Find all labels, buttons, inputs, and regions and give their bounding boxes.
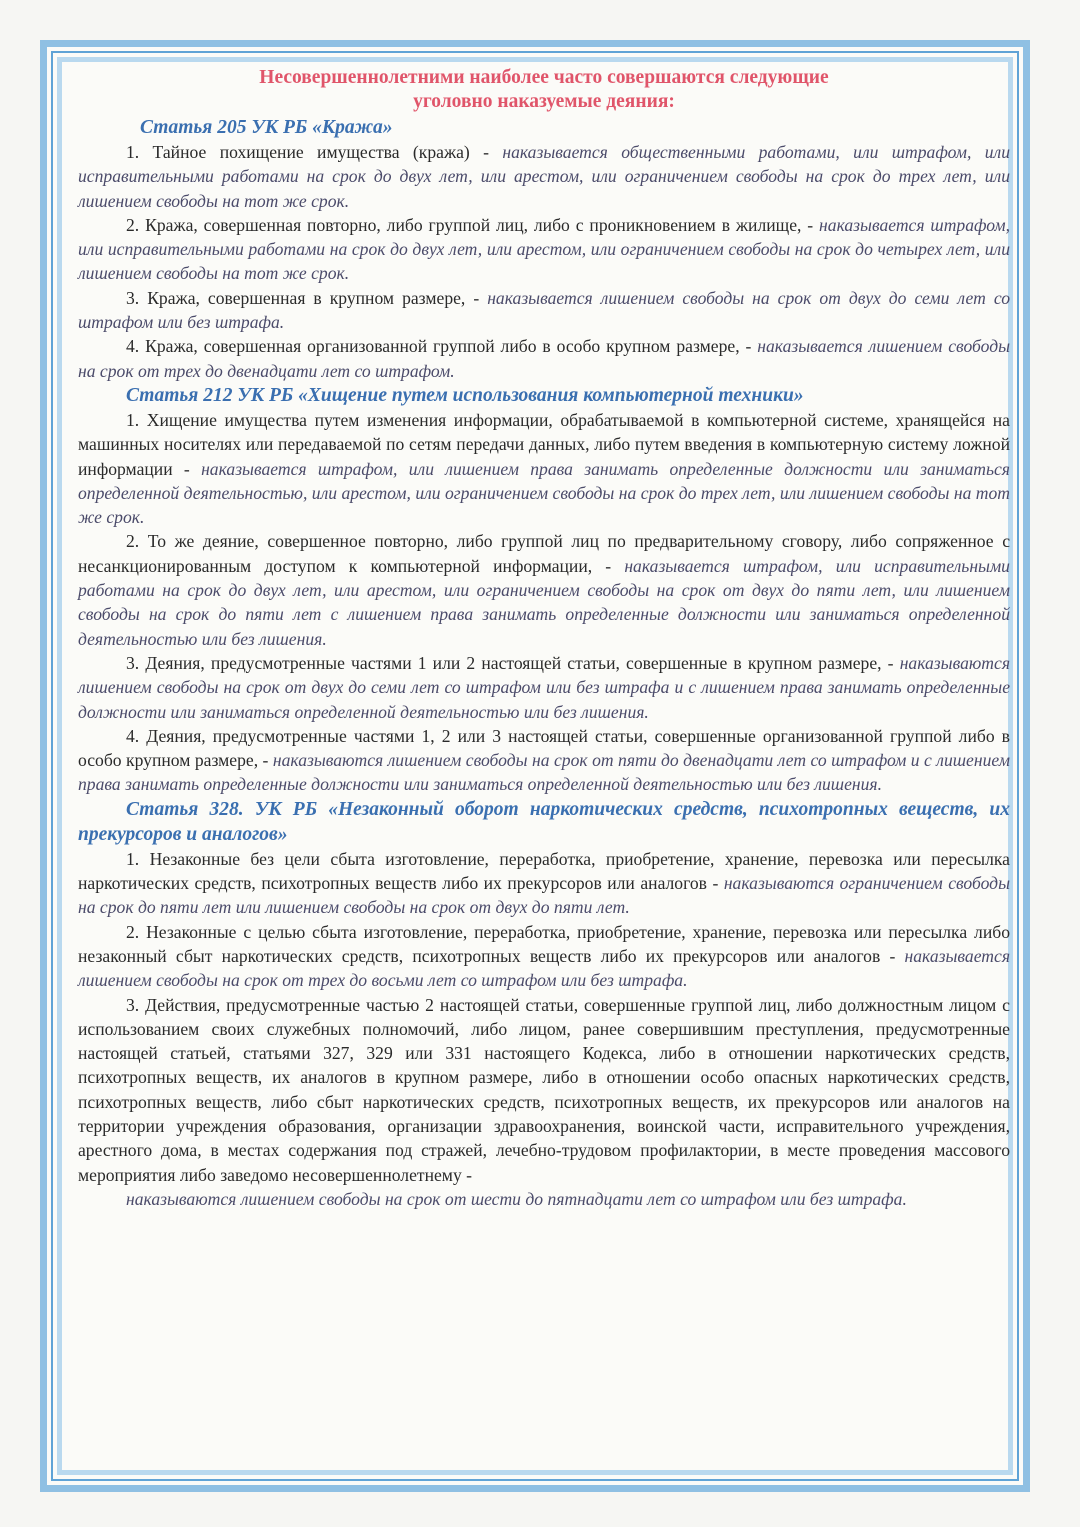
part-penalty: наказываются ограничением свободы на срок до пяти лет или лишением свободы на срок от двух до пяти лет. [78, 873, 1010, 918]
part-penalty: наказывается штрафом, или исправительными работами на срок до двух лет, или арестом, или ограничением свободы на срок от двух до пяти лет, или лишением свободы на срок до пяти лет с лишением права занимать определенные должности или заниматься определенной деятельностью или без лишения. [78, 555, 1010, 649]
article-328-part-3 [78, 993, 1010, 1187]
part-text: 1. Незаконные без цели сбыта изготовление, переработка, приобретение, хранение, перевозка или пересылка наркотических средств, психотропных веществ либо их прекурсоров или аналогов - [78, 848, 1010, 894]
part-text: 2. Кража, совершенная повторно, либо группой лиц, либо с проникновением в жилище, - [126, 214, 820, 235]
part-text: 3. Действия, предусмотренные частью 2 настоящей статьи, совершенные группой лиц, либо должностным лицом с использованием своих служебных полномочий, либо лицом, ранее совершившим преступления, предусмотренные настоящей статьей, статьями 327, 329 или 331 настоящего Кодекса, либо в отношении наркотических средств, психотропных веществ, их аналогов в крупном размере, либо в отношении особо опасных наркотических средств, психотропных веществ, либо сбыт наркотических средств, психотропных веществ, их прекурсоров или аналогов на территории учреждения образования, организации здравоохранения, воинской части, исправительного учреждения, арестного дома, в местах содержания под стражей, лечебно-трудовом профилактории, в месте проведения массового мероприятия либо заведомо несовершеннолетнему - [78, 994, 1010, 1185]
article-212-heading: Статья 212 УК РБ «Хищение путем использования компьютерной техники» [126, 384, 804, 406]
article-212-part-2 [78, 529, 1010, 650]
part-text: 3. Деяния, предусмотренные частями 1 или 2 настоящей статьи, совершенные в крупном размере, - [126, 652, 900, 673]
part-penalty: наказывается лишением свободы на срок от трех до восьми лет со штрафом или без штрафа. [78, 945, 1010, 991]
article-212-part-3 [78, 651, 1010, 724]
part-penalty: наказывается общественными работами, или штрафом, или исправительными работами на срок до двух лет, или арестом, или ограничением свободы на срок до трех лет, или лишением свободы на тот же срок. [78, 142, 1010, 211]
part-penalty: наказывается штрафом, или исправительными работами на срок до двух лет, или арестом, или ограничением свободы на срок до четырех лет, или лишением свободы на тот же срок. [78, 214, 1010, 284]
part-text: 3. Кража, совершенная в крупном размере, - [126, 287, 488, 308]
article-205-part-1 [78, 140, 1010, 213]
article-212-part-1 [78, 408, 1010, 529]
part-penalty: наказываются лишением свободы на срок от двух до семи лет со штрафом или без штрафа и с лишением права занимать определенные должности или заниматься определенной деятельностью или без лишения. [78, 652, 1010, 722]
article-328-part-2 [78, 920, 1010, 993]
document-body [78, 66, 1010, 1211]
part-penalty: наказывается лишением свободы на срок от трех до двенадцати лет со штрафом. [78, 336, 1011, 381]
part-text: 2. Незаконные с целью сбыта изготовление, переработка, приобретение, хранение, перевозка или пересылка либо незаконный сбыт наркотических средств, психотропных веществ либо их прекурсоров или аналогов - [78, 921, 1010, 966]
article-205-part-3 [78, 286, 1010, 335]
part-text: 1. Тайное похищение имущества (кража) - [126, 142, 503, 162]
part-penalty: наказываются лишением свободы на срок от пяти до двенадцати лет со штрафом и с лишением права занимать определенные должности или заниматься определенной деятельностью или без лишения. [78, 750, 1010, 795]
article-328-heading: Статья 328. УК РБ «Незаконный оборот наркотических средств, психотропных веществ, их прекурсоров и аналогов» [78, 798, 1010, 845]
part-text: 2. То же деяние, совершенное повторно, либо группой лиц по предварительному сговору, либо сопряженное с несанкционированным доступом к компьютерной информации, - [78, 531, 1010, 576]
part-penalty: наказывается лишением свободы на срок от двух до семи лет со штрафом или без штрафа. [78, 287, 1010, 333]
part-text: 4. Кража, совершенная организованной группой либо в особо крупном размере, - [126, 336, 758, 357]
part-text: 1. Хищение имущества путем изменения информации, обрабатываемой в компьютерной системе, хранящейся на машинных носителях или передаваемой по сетям передачи данных, либо путем введения в компьютерную систему ложной информации - [78, 409, 1010, 479]
article-212-part-4 [78, 724, 1010, 797]
article-205-part-4 [78, 334, 1010, 383]
page-title [78, 66, 1010, 114]
article-205-heading: Статья 205 УК РБ «Кража» [140, 117, 393, 138]
title-line-2: уголовно наказуемые деяния: [413, 91, 675, 112]
part-penalty: наказывается штрафом, или лишением права занимать определенные должности или заниматься определенной деятельностью, или арестом, или ограничением свободы на срок до трех лет, или лишением свободы на тот же срок. [78, 458, 1010, 528]
article-205-part-2 [78, 213, 1010, 286]
article-328-part-1 [78, 847, 1010, 920]
article-328-part-3-penalty: наказываются лишением свободы на срок от шести до пятнадцати лет со штрафом или без штрафа. [126, 1188, 907, 1209]
title-line-1: Несовершеннолетними наиболее часто совершаются следующие [259, 67, 829, 88]
part-text: 4. Деяния, предусмотренные частями 1, 2 или 3 настоящей статьи, совершенные организованной группой либо в особо крупном размере, - [78, 725, 1010, 771]
